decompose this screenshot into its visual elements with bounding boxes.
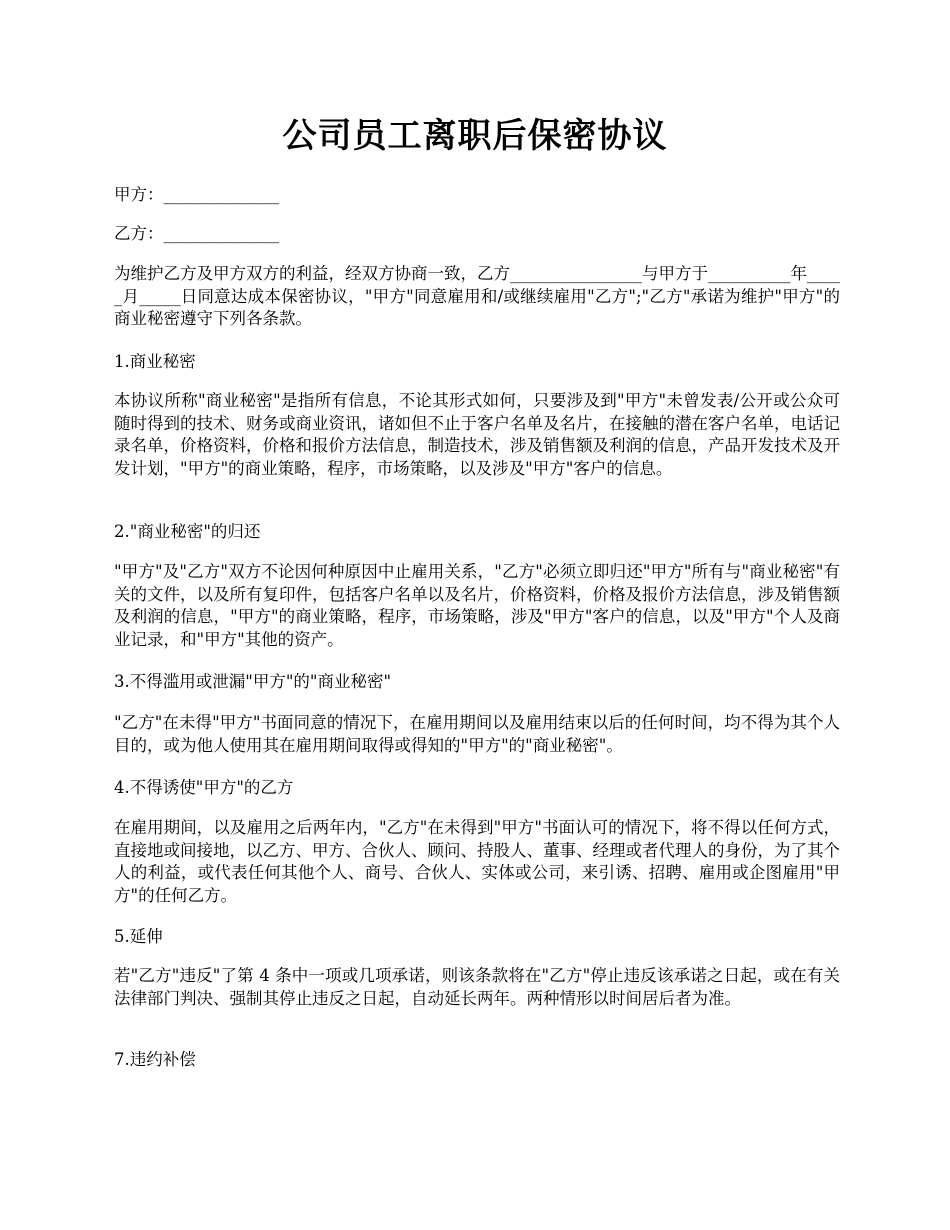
section-heading: 1.商业秘密 <box>114 352 196 371</box>
section-body: 本协议所称"商业秘密"是指所有信息，不论其形式如何，只要涉及到"甲方"未曾发表/公开或公众可随时得到的技术、财务或商业资讯，诸如但不止于客户名单及名片，在接触的潜在客户名单，电话记录名单，价格资料，价格和报价方法信息，制造技术，涉及销售额及利润的信息，产品开发技术及开发计划，"甲方"的商业策略，程序，市场策略，以及涉及"甲方"客户的信息。 <box>114 391 840 478</box>
party-b-line: 乙方：______________ <box>114 224 279 243</box>
section-body: 在雇用期间，以及雇用之后两年内，"乙方"在未得到"甲方"书面认可的情况下，将不得以任何方式，直接地或间接地，以乙方、甲方、合伙人、顾问、持股人、董事、经理或者代理人的身份，为了其个人的利益，或代表任何其他个人、商号、合伙人、实体或公司，来引诱、招聘、雇用或企图雇用"甲方"的任何乙方。 <box>114 818 840 905</box>
section-heading: 7.违约补偿 <box>114 1050 196 1069</box>
party-a-line: 甲方：______________ <box>114 185 279 204</box>
section-body: "乙方"在未得"甲方"书面同意的情况下，在雇用期间以及雇用结束以后的任何时间，均不得为其个人目的，或为他人使用其在雇用期间取得或得知的"甲方"的"商业秘密"。 <box>114 713 840 755</box>
document-title: 公司员工离职后保密协议 <box>282 116 668 156</box>
section-heading: 2."商业秘密"的归还 <box>114 522 261 541</box>
section-heading: 4.不得诱使"甲方"的乙方 <box>114 778 294 797</box>
section-body: 若"乙方"违反"了第 4 条中一项或几项承诺，则该条款将在"乙方"停止违反该承诺之日起，或在有关法律部门判决、强制其停止违反之日起，自动延长两年。两种情形以时间居后者为准。 <box>114 966 840 1008</box>
section-heading: 3.不得滥用或泄漏"甲方"的"商业秘密" <box>114 672 392 691</box>
section-body: "甲方"及"乙方"双方不论因何种原因中止雇用关系，"乙方"必须立即归还"甲方"所有与"商业秘密"有关的文件，以及所有复印件，包括客户名单以及名片，价格资料，价格及报价方法信息，涉及销售额及利润的信息，"甲方"的商业策略，程序，市场策略，涉及"甲方"客户的信息，以及"甲方"个人及商业记录，和"甲方"其他的资产。 <box>114 562 840 649</box>
intro-paragraph: 为维护乙方及甲方双方的利益，经双方协商一致，乙方________________与甲方于__________年_____月_____日同意达成本保密协议，"甲方"同意雇用和/或继续雇用"乙方";"乙方"承诺为维护"甲方"的商业秘密遵守下列各条款。 <box>114 264 840 328</box>
section-heading: 5.延伸 <box>114 927 163 946</box>
